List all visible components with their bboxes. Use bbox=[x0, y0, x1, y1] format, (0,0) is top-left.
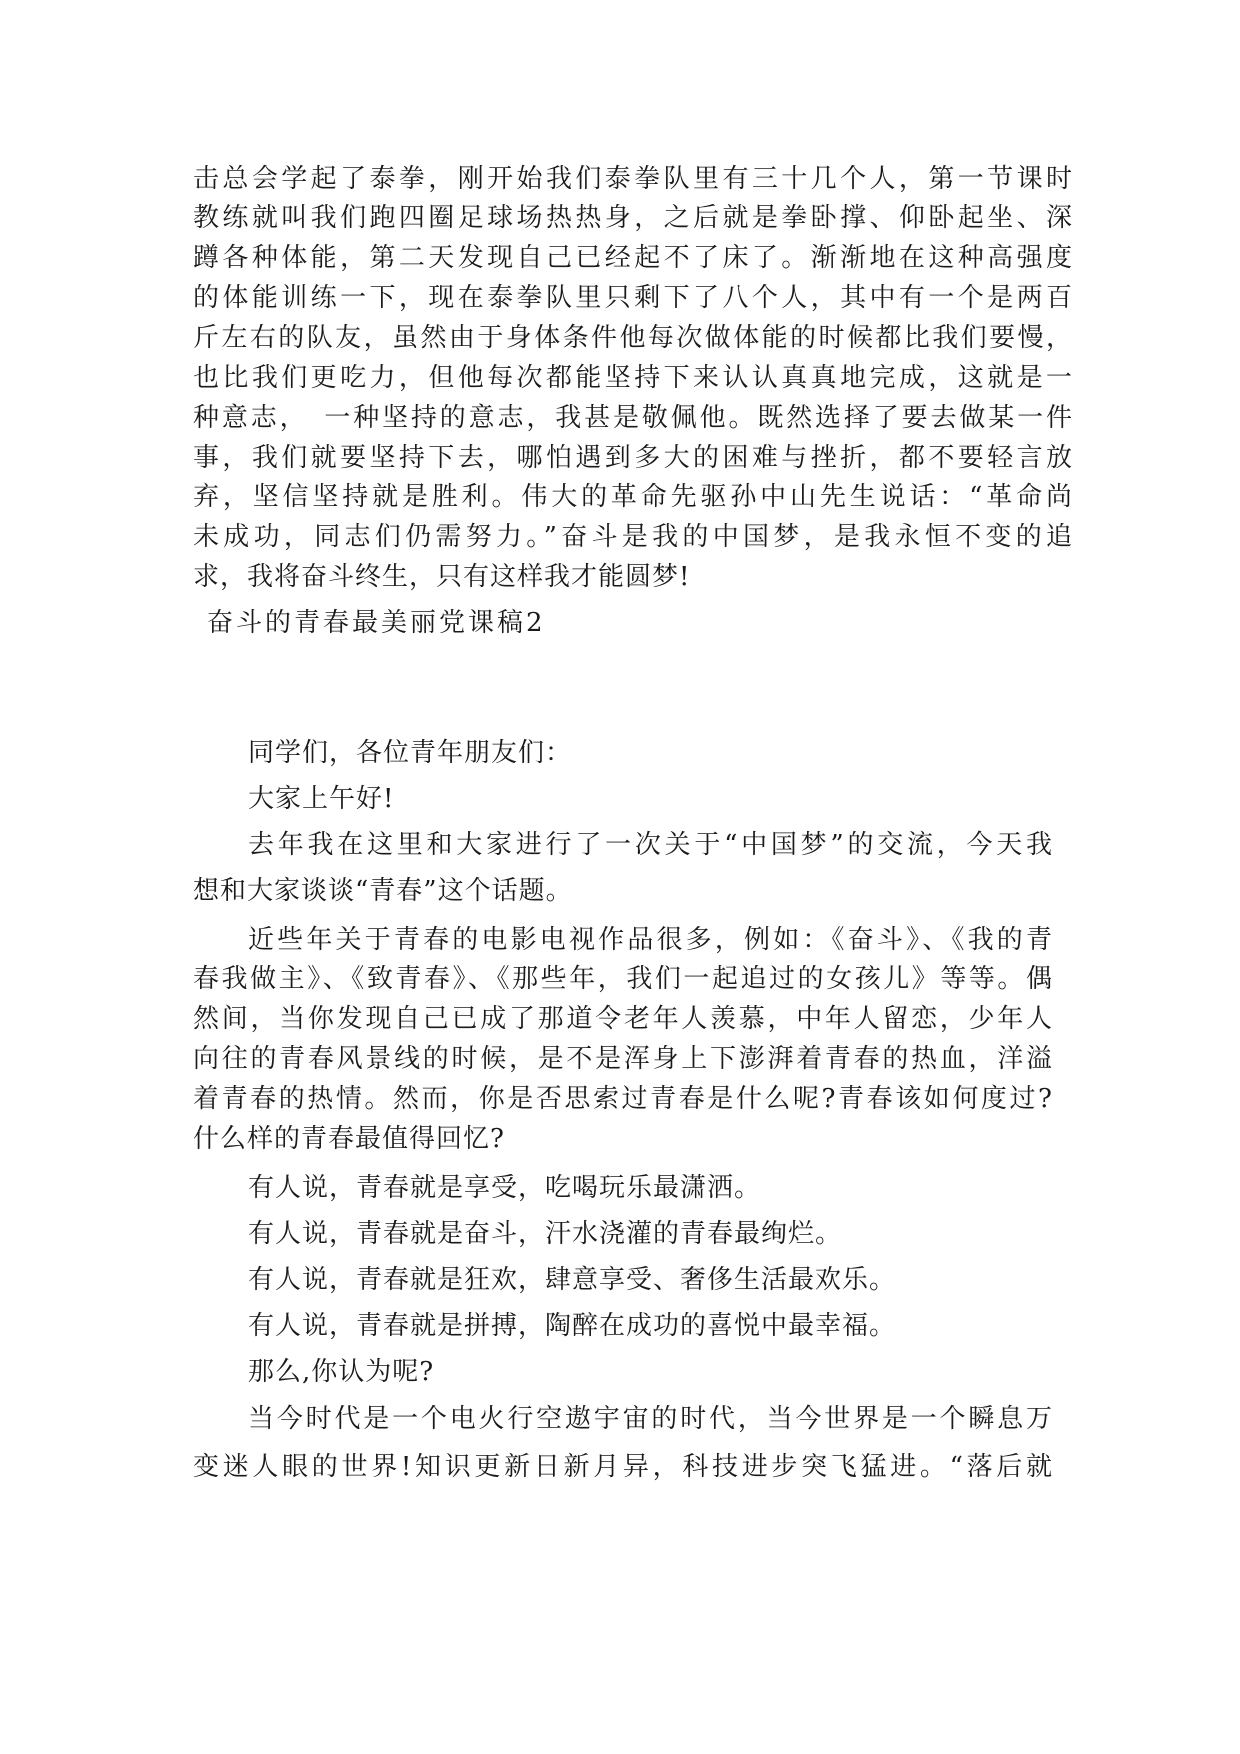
paragraph-line: 种意志， 一种坚持的意志，我甚是敬佩他。既然选择了要去做某一件 bbox=[193, 403, 1073, 433]
greeting-line: 大家上午好! bbox=[248, 784, 395, 814]
paragraph-line: 想和大家谈谈“青春”这个话题。 bbox=[193, 876, 573, 906]
paragraph-line: 近些年关于青春的电影电视作品很多，例如：《奋斗》、《我的青 bbox=[248, 925, 1053, 955]
paragraph-line: 事，我们就要坚持下去，哪怕遇到多大的困难与挫折，都不要轻言放 bbox=[193, 443, 1073, 473]
paragraph-line: 向往的青春风景线的时候，是不是浑身上下澎湃着青春的热血，洋溢 bbox=[193, 1044, 1053, 1074]
paragraph-line: 未成功，同志们仍需努力。”奋斗是我的中国梦，是我永恒不变的追 bbox=[193, 522, 1073, 552]
paragraph-line: 什么样的青春最值得回忆? bbox=[193, 1124, 505, 1154]
paragraph-line: 教练就叫我们跑四圈足球场热热身，之后就是拳卧撑、仰卧起坐、深 bbox=[193, 203, 1073, 233]
statement-line: 有人说，青春就是享受，吃喝玩乐最潇洒。 bbox=[248, 1173, 762, 1203]
paragraph-line: 然间，当你发现自己已成了那道令老年人羡慕，中年人留恋，少年人 bbox=[193, 1004, 1053, 1034]
paragraph-line: 春我做主》、《致青春》、《那些年，我们一起追过的女孩儿》等等。偶 bbox=[193, 964, 1053, 994]
section-heading: 奋斗的青春最美丽党课稿2 bbox=[207, 608, 546, 638]
question-line: 那么,你认为呢? bbox=[248, 1357, 435, 1387]
paragraph-line: 斤左右的队友，虽然由于身体条件他每次做体能的时候都比我们要慢， bbox=[193, 323, 1073, 353]
paragraph-line: 弃，坚信坚持就是胜利。伟大的革命先驱孙中山先生说话：“革命尚 bbox=[193, 482, 1073, 512]
paragraph-line: 求，我将奋斗终生，只有这样我才能圆梦! bbox=[193, 562, 691, 592]
paragraph-line: 也比我们更吃力，但他每次都能坚持下来认认真真地完成，这就是一 bbox=[193, 363, 1073, 393]
paragraph-line: 蹲各种体能，第二天发现自己已经起不了床了。渐渐地在这种高强度 bbox=[193, 243, 1073, 273]
paragraph-line: 着青春的热情。然而，你是否思索过青春是什么呢?青春该如何度过? bbox=[193, 1084, 1053, 1114]
paragraph-line: 去年我在这里和大家进行了一次关于“中国梦”的交流，今天我 bbox=[248, 830, 1053, 860]
statement-line: 有人说，青春就是奋斗，汗水浇灌的青春最绚烂。 bbox=[248, 1219, 843, 1249]
statement-line: 有人说，青春就是拼搏，陶醉在成功的喜悦中最幸福。 bbox=[248, 1311, 897, 1341]
paragraph-line: 当今时代是一个电火行空遨宇宙的时代，当今世界是一个瞬息万 bbox=[248, 1404, 1053, 1434]
paragraph-line: 变迷人眼的世界!知识更新日新月异，科技进步突飞猛进。“落后就 bbox=[193, 1452, 1053, 1482]
paragraph-line: 的体能训练一下，现在泰拳队里只剩下了八个人，其中有一个是两百 bbox=[193, 283, 1073, 313]
greeting-line: 同学们，各位青年朋友们： bbox=[248, 738, 573, 768]
statement-line: 有人说，青春就是狂欢，肆意享受、奢侈生活最欢乐。 bbox=[248, 1265, 897, 1295]
paragraph-line: 击总会学起了泰拳，刚开始我们泰拳队里有三十几个人，第一节课时 bbox=[193, 164, 1073, 194]
